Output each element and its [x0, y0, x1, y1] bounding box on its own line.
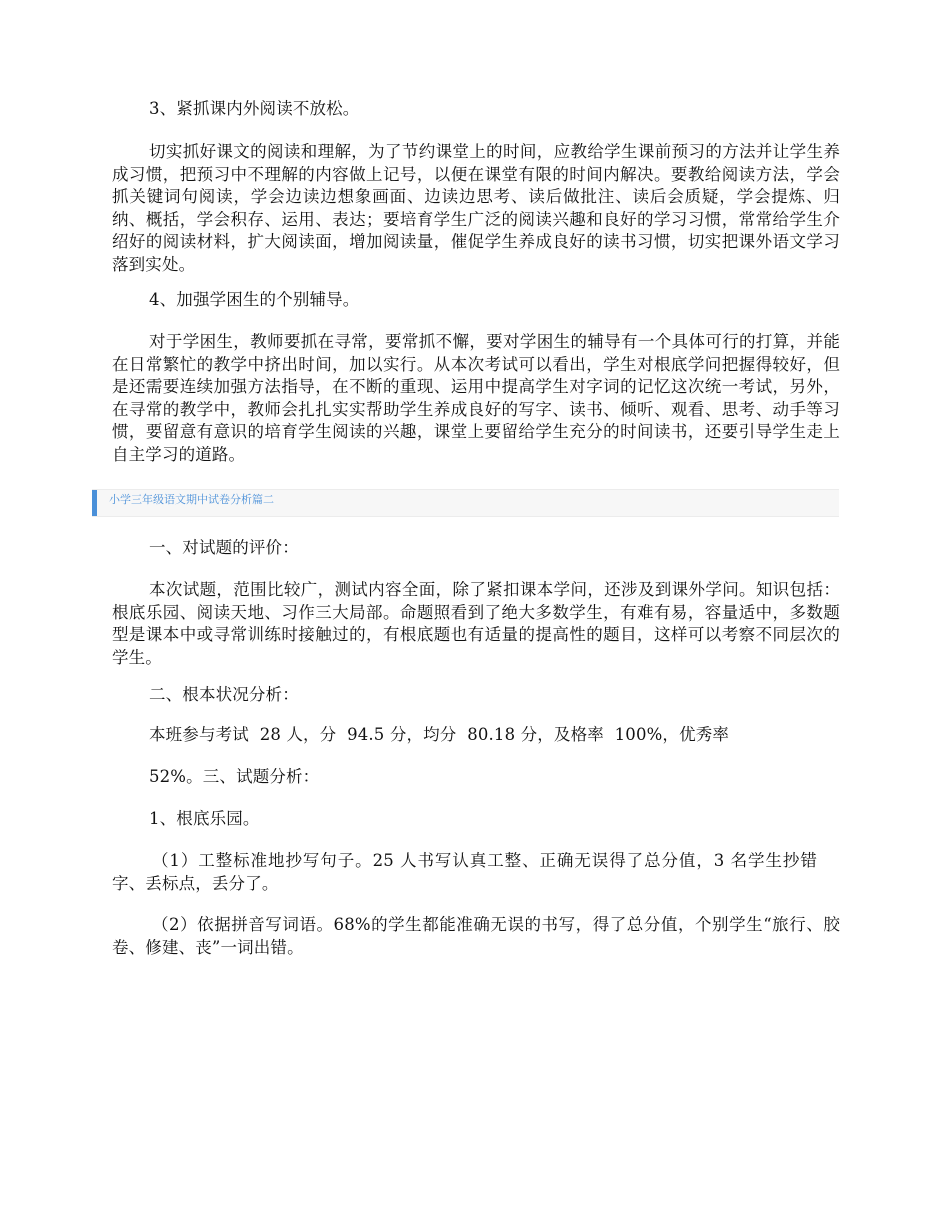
- heading-basics: 1、根底乐园。: [149, 809, 260, 828]
- heading-reading: 3、紧抓课内外阅读不放松。: [149, 99, 360, 118]
- paragraph-reading: 切实抓好课文的阅读和理解，为了节约课堂上的时间，应教给学生课前预习的方法并让学生养成习惯，把预习中不理解的内容做上记号，以便在课堂有限的时间内解决。要教给阅读方法，学会抓关键词句阅读，学会边读边想象画面、边读边思考、读后做批注、读后会质疑，学会提炼、归纳、概括，学会积存、运用、表达；要培育学生广泛的阅读兴趣和良好的学习习惯，常常给学生介绍好的阅读材料，扩大阅读面，增加阅读量，催促学生养成良好的读书习惯，切实把课外语文学习落到实处。: [112, 142, 840, 274]
- heading-situation: 二、根本状况分析：: [149, 685, 299, 704]
- section-accent-bar: [92, 490, 97, 516]
- stats-line-1: 本班参与考试 28 人，分 94.5 分，均分 80.18 分，及格率 100%，优秀率: [149, 725, 730, 744]
- item-copy-sentences: （1）工整标准地抄写句子。25 人书写认真工整、正确无误得了总分值，3 名学生抄错字、丢标点，丢分了。: [112, 851, 817, 893]
- section-heading: [92, 489, 839, 517]
- heading-tutoring: 4、加强学困生的个别辅导。: [149, 290, 360, 309]
- stats-line-2: 52%。三、试题分析：: [149, 767, 320, 786]
- paragraph-tutoring: 对于学困生，教师要抓在寻常，要常抓不懈，要对学困生的辅导有一个具体可行的打算，并能在日常繁忙的教学中挤出时间，加以实行。从本次考试可以看出，学生对根底学问把握得较好，但是还需要连续加强方法指导，在不断的重现、运用中提高学生对字词的记忆这次统一考试，另外，在寻常的教学中，教师会扎扎实实帮助学生养成良好的写字、读书、倾听、观看、思考、动手等习惯，要留意有意识的培育学生阅读的兴趣，课堂上要留给学生充分的时间读书，还要引导学生走上自主学习的道路。: [112, 332, 840, 464]
- item-pinyin-words: （2）依据拼音写词语。68%的学生都能准确无误的书写，得了总分值，个别学生“旅行、胶卷、修建、丧”一词出错。: [112, 915, 840, 957]
- paragraph-evaluation: 本次试题，范围比较广，测试内容全面，除了紧扣课本学问，还涉及到课外学问。知识包括：根底乐园、阅读天地、习作三大局部。命题照看到了绝大多数学生，有难有易，容量适中，多数题型是课本中或寻常训练时接触过的，有根底题也有适量的提高性的题目，这样可以考察不同层次的学生。: [112, 580, 840, 667]
- heading-evaluation: 一、对试题的评价：: [149, 538, 299, 557]
- section-title: 小学三年级语文期中试卷分析篇二: [109, 493, 274, 506]
